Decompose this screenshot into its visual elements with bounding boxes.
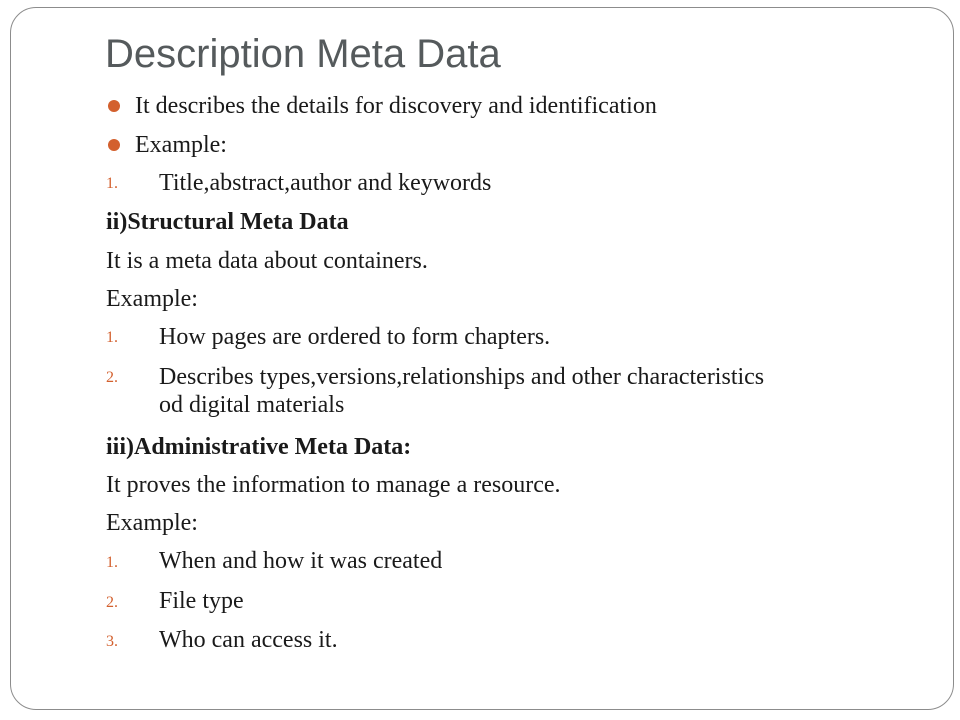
list-item-continuation: od digital materials (159, 392, 345, 418)
list-item: Describes types,versions,relationships and other characteristics (159, 364, 765, 390)
bullet-dot-icon (108, 139, 120, 151)
administrative-example-label: Example: (106, 510, 198, 536)
bullet-text: It describes the details for discovery and identification (135, 93, 657, 119)
list-item: Who can access it. (159, 627, 338, 653)
structural-heading: ii)Structural Meta Data (106, 209, 349, 235)
list-number: 2. (106, 594, 118, 611)
list-number: 1. (106, 175, 118, 192)
structural-definition: It is a meta data about containers. (106, 248, 428, 274)
administrative-definition: It proves the information to manage a resource. (106, 472, 561, 498)
list-item: File type (159, 588, 244, 614)
list-number: 1. (106, 329, 118, 346)
list-item: How pages are ordered to form chapters. (159, 324, 551, 350)
list-number: 2. (106, 369, 118, 386)
slide-title: Description Meta Data (105, 32, 501, 76)
list-item: Title,abstract,author and keywords (159, 170, 492, 196)
list-number: 3. (106, 633, 118, 650)
bullet-dot-icon (108, 100, 120, 112)
bullet-text: Example: (135, 132, 227, 158)
list-item: When and how it was created (159, 548, 443, 574)
administrative-heading: iii)Administrative Meta Data: (106, 434, 412, 460)
list-number: 1. (106, 554, 118, 571)
structural-example-label: Example: (106, 286, 198, 312)
